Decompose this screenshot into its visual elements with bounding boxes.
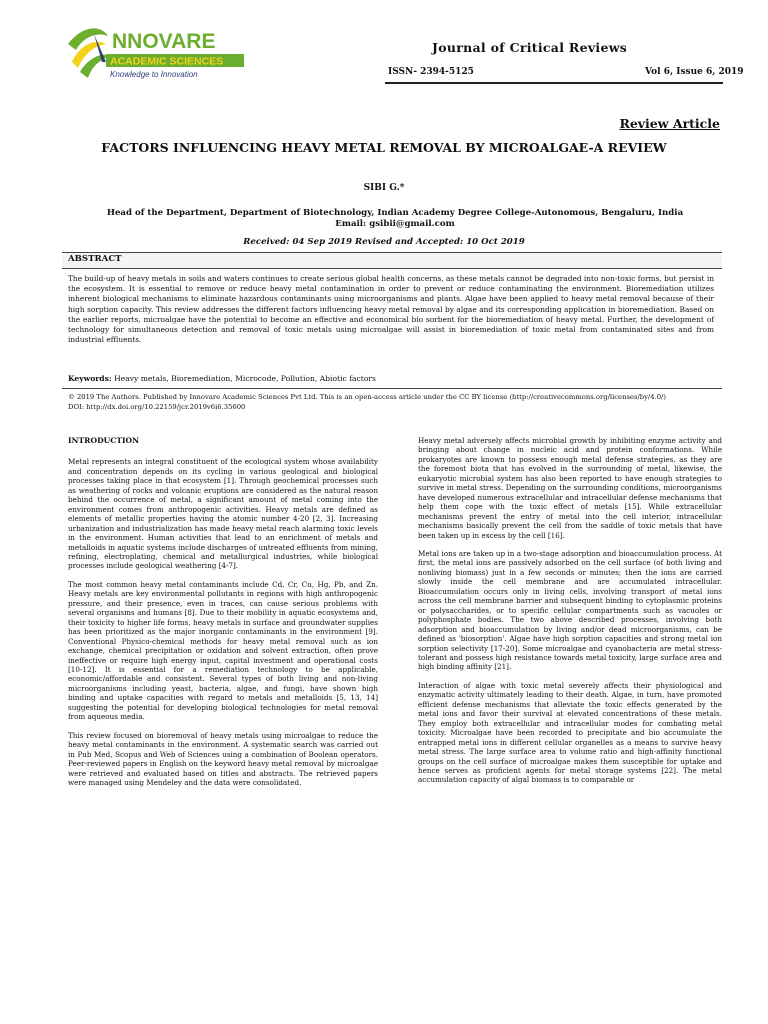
right-column bbox=[418, 436, 722, 794]
author-name: SIBI G.* bbox=[363, 183, 405, 193]
logo-mid-text: ACADEMIC SCIENCES bbox=[110, 55, 224, 68]
keywords bbox=[68, 374, 714, 383]
license-block bbox=[68, 392, 728, 412]
received-dates: Received: 04 Sep 2019 Revised and Accepted: 10 Oct 2019 bbox=[243, 237, 525, 247]
keywords-list: Heavy metals, Bioremediation, Microcode, Pollution, Abiotic factors bbox=[114, 374, 376, 383]
introduction-heading: INTRODUCTION bbox=[68, 436, 140, 445]
doi-link[interactable]: DOI: http://dx.doi.org/10.22159/jcr.2019v6i6.35600 bbox=[68, 403, 246, 411]
keywords-divider bbox=[62, 388, 722, 389]
paragraph: Metal ions are taken up in a two-stage adsorption and bioaccumulation process. At first, the metal ions are passively adsorbed on the cell surface (of both living and nonliving biomass) just in a few seconds or minutes; then the ions are carried slowly inside the cell membrane and are accumulated intracellular. Bioaccumulation occurs only in living cells, involving transport of metal ions across the cell membrane barrier and subsequent binding to cytoplasmic proteins or polysaccharides, or to specific cellular compartments such as vacuoles or polyphosphate bodies. The two above described processes, involving both adsorption and bioaccumulation by living and/or dead microorganisms, can be defined as 'biosorption'. Algae have high sorption capacities and strong metal ion sorption selectivity [17-20]. Some microalgae and cyanobacteria are metal stress-tolerant and possess high resistance towards metal toxicity, large surface area and high binding affinity [21]. bbox=[418, 548, 722, 672]
abstract-header-bar bbox=[62, 252, 722, 269]
paragraph: The most common heavy metal contaminants include Cd, Cr, Cu, Hg, Pb, and Zn. Heavy metals are key environmental pollutants in regions with high anthropogenic pressure, and their presence, even in traces, can cause serious problems with several organisms and humans [8]. Due to their mobility in aquatic ecosystems and, their toxicity to higher life forms, heavy metals in surface and groundwater supplies has been prioritized as the major inorganic contaminants in the environment [9]. Conventional Physico-chemical methods for heavy metal removal such as ion exchange, chemical precipitation or oxidation and solvent extraction, often prove ineffective or require high energy input, capital investment and operational costs [10-12]. It is essential for a remediation technology to be applicable, economic/affordable and consistent. Several types of both living and non-living microorganisms including yeast, bacteria, algae, and fungi, have shown high binding and uptake capacities with regard to metals and metalloids [5, 13, 14] suggesting the potential for developing biological technologies for metal removal from aqueous media. bbox=[68, 579, 378, 722]
issn: ISSN- 2394-5125 bbox=[388, 67, 474, 77]
left-column bbox=[68, 436, 378, 796]
header-divider bbox=[385, 82, 723, 84]
paragraph: Metal represents an integral constituent of the ecological system whose availability and concentration depends on its cycling in various geological and biological processes taking place in that ecosystem [1]. Through geochemical processes such as weathering of rocks and volcanic eruptions are considered as the natural reason behind the occurrence of metal, a significant amount of metal coming into the environment comes from anthropogenic activities. Heavy metals are defined as elements of metallic properties having the atomic number 4-20 [2, 3]. Increasing urbanization and industrialization has made heavy metal reach alarming toxic levels in the environment. Human activities that lead to an enrichment of metals and metalloids in aquatic systems include discharges of untreated effluents from mining, refining, electroplating, chemical and metallurgical industries, while biological processes include geological weathering [4-7]. bbox=[68, 457, 378, 571]
affiliation-text: Head of the Department, Department of Biotechnology, Indian Academy Degree College-Autonomous, Bengaluru, India bbox=[106, 208, 684, 218]
abstract-text: The build-up of heavy metals in soils and waters continues to create serious global health concerns, as these metals cannot be degraded into non-toxic forms, but persist in the ecosystem. It is essential to remove or reduce heavy metal contamination in order to prevent or reduce contaminating the environment. Bioremediation utilizes inherent biological mechanisms to eliminate hazardous contaminants using microorganisms and plants. Algae have been applied to heavy metal removal because of their high sorption capacity. This review addresses the different factors influencing heavy metal removal by algae and its corresponding application in bioremediation. Based on the earlier reports, microalgae have the potential to become an effective and economical bio sorbent for the bioremediation of heavy metal. Further, the development of technology for simultaneous detection and removal of toxic metals using microalgae will assist in bioremediation of toxic metal from contaminated sites and from industrial effluents. bbox=[68, 274, 714, 345]
volume-issue: Vol 6, Issue 6, 2019 bbox=[645, 67, 744, 77]
article-title: FACTORS INFLUENCING HEAVY METAL REMOVAL BY MICROALGAE-A REVIEW bbox=[101, 140, 667, 155]
article-type: Review Article bbox=[619, 116, 720, 131]
author-email[interactable]: Email: gsibii@gmail.com bbox=[335, 219, 455, 229]
publisher-logo bbox=[62, 22, 252, 86]
affiliation bbox=[0, 208, 768, 230]
logo-graphic bbox=[62, 22, 252, 86]
logo-tagline: Knowledge to Innovation bbox=[110, 70, 198, 79]
paragraph: Interaction of algae with toxic metal severely affects their physiological and enzymatic activity ultimately leading to their death. Algae, in turn, have promoted efficient defense mechanisms that alleviate the toxic effects generated by the metal ions and favor their survival at elevated concentrations of these metals. They employ both extracellular and intracellular modes for combating metal toxicity. Microalgae have been recorded to precipitate and bio accumulate the entrapped metal ions in different cellular organelles as a means to survive heavy metal stress. The large surface area to volume ratio and high-affinity functional groups on the cell surface of microalgae makes them susceptible for uptake and hence serves as proficient agents for metal storage systems [22]. The metal accumulation capacity of algal biomass is to comparable or bbox=[418, 680, 722, 785]
logo-top-text: NNOVARE bbox=[112, 30, 216, 53]
journal-name: Journal of Critical Reviews bbox=[432, 40, 628, 55]
abstract-heading: ABSTRACT bbox=[68, 254, 122, 264]
paragraph: This review focused on bioremoval of heavy metals using microalgae to reduce the heavy metal contaminants in the environment. A systematic search was carried out in Pub Med, Scopus and Web of Sciences using a combination of Boolean operators. Peer-reviewed papers in English on the keyword heavy metal removal by microalgae were retrieved and evaluated based on titles and abstracts. The retrieved papers were managed using Mendeley and the data were consolidated. bbox=[68, 730, 378, 787]
license-text[interactable]: © 2019 The Authors. Published by Innovare Academic Sciences Pvt Ltd. This is an open-access article under the CC BY license (http://creativecommons.org/licenses/by/4.0/) bbox=[68, 393, 666, 401]
keywords-label: Keywords: bbox=[68, 374, 112, 383]
paragraph: Heavy metal adversely affects microbial growth by inhibiting enzyme activity and bringing about change in nucleic acid and protein conformations. While prokaryotes are known to possess enough metal defense strategies, as they are the foremost biota that has evolved in the surrounding of metal, likewise, the eukaryotic microbial system has also been reported to have enough strategies to survive in metal stress. Depending on the surrounding conditions, microorganisms have developed numerous extracellular and intracellular defense mechanisms that help them cope with the toxic effect of metals [15]. While extracellular mechanisms prevent the entry of metal into the cell interior, intracellular mechanisms basically prevent the cell from the saddle of toxic metals that have been taken up in excess by the cell [16]. bbox=[418, 436, 722, 540]
